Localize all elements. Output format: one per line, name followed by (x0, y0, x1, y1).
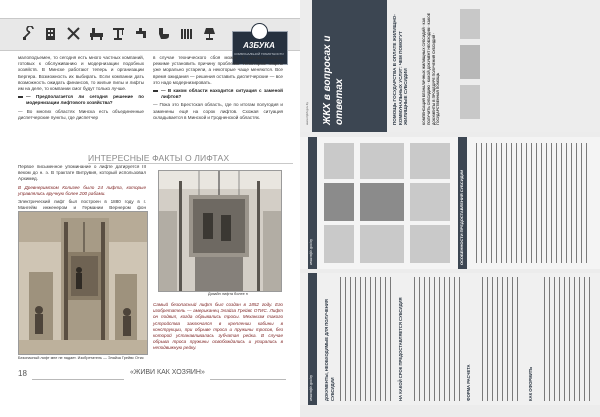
bath-icon (89, 26, 104, 41)
interview-question: — В каком области находится ситуация с заменой лифтов? (153, 88, 283, 100)
page-number: 18 (18, 369, 27, 378)
cover-title: ЖКХ в вопросах и ответах (322, 35, 345, 125)
cover-site: www.mjkh.gov.by (305, 102, 309, 125)
faucet-icon (134, 26, 149, 41)
coin-illustration-icon (460, 45, 480, 79)
facts-column-2 (153, 302, 283, 354)
features-title: ОСОБЕННОСТИ ПРЕДОСТАВЛЕНИЯ СУБСИДИИ (459, 169, 464, 265)
bottom-panel-site: www.mjkh.gov.by (309, 375, 313, 401)
cover-tags: КОМПЕНСАЦИЯ БЕЗНАЛИЧНЫХ ЖИЛИЩНЫХ СУБСИДИЙ · КАК ПОЛУЧИТЬ СУБСИДИЮ · КАКОЙ ДОКУМЕНТ НЕОБХОДИМ · КАКОЕ ДОКУМЕНТЫ В ПРОЦЕДУРЕ ПОЛУЧЕНИЯ СУБСИДИЙ · ГОСУДАРСТВЕННАЯ ПОМОЩЬ (422, 12, 441, 125)
interview-question: — Предполагается ли сегодня решение по модернизации лифтового хозяйства? (18, 94, 144, 106)
magazine-title: «ЖИВИ КАК ХОЗЯИН» (130, 369, 205, 376)
features-text-block (472, 143, 590, 263)
interview-answer: — Во многих областях Минска есть объединенные диспетчерские пункты, где диспетчер (18, 108, 144, 120)
flow-step-box (324, 225, 354, 263)
term-text-block (410, 277, 460, 401)
cover-subtitle: ПОМОЩЬ ГОСУДАРСТВА В ОПЛАТЕ ЖИЛИЩНО-КОММУНАЛЬНЫХ УСЛУГ: ЧЕМ ПОМОГУТ ЖИЛИЩНЫЕ СУБСИДИИ (392, 14, 409, 125)
elevator-shaft-photo (158, 170, 282, 292)
flow-step-box (410, 225, 450, 263)
crane-icon (111, 26, 126, 41)
how-text-block (540, 277, 592, 401)
lamp-icon (202, 26, 217, 41)
middle-panel-site: www.mjkh.gov.by (309, 239, 313, 265)
flow-step-box (360, 225, 404, 263)
radiator-icon (179, 26, 194, 41)
badge-subtitle: КОММУНАЛЬНОЙ ГРАМОТНОСТИ (234, 52, 284, 56)
fact-paragraph: Первое письменное упоминание о лифте датируется III веком до н. э. В трактате Витрувия, который использовал Архимед. (18, 164, 146, 182)
flow-step-box (360, 183, 404, 221)
who-text-block (336, 277, 392, 401)
footer-rule (32, 379, 124, 380)
photo-caption-left: Безопасный лифт мне не падает. Изобретатель — Элайза Грейвс Отис (18, 356, 144, 360)
flow-step-box (360, 143, 404, 179)
document-illustration-icon (460, 9, 480, 39)
flow-step-box (410, 143, 450, 179)
interview-answer: — Пока это Брестская область, где по итогам полугодия и заменены ещё на сорок лифтов. Схожая ситуация складывается в Минской и Гродненской областях. (153, 102, 283, 120)
form-title: ФОРМА РАСЧЕТА (466, 364, 471, 401)
article-column-2 (153, 55, 283, 123)
right-page (300, 0, 600, 417)
house-emblem-icon (251, 23, 268, 40)
footer-rule (210, 379, 286, 380)
elevator-engraving-photo (18, 211, 148, 355)
form-text-block (478, 277, 522, 401)
flow-step-box (324, 143, 354, 179)
fact-paragraph: Электрический лифт был построен в 1880 году в г. Мангейм инженером и Германии Вернером фон (18, 199, 146, 211)
term-title: НА КАКОЙ СРОК ПРЕДОСТАВЛЯЕТСЯ СУБСИДИЯ (398, 297, 403, 401)
article-column-1 (18, 55, 144, 123)
icon-strip (0, 18, 300, 56)
section-title: ИНТЕРЕСНЫЕ ФАКТЫ О ЛИФТАХ (88, 153, 230, 163)
flow-step-box (410, 183, 450, 221)
wrench-icon (21, 26, 36, 41)
family-illustration-icon (460, 85, 480, 119)
photo-caption-right: Дизайн лифта более п (208, 292, 248, 296)
badge-title: А3БУКА (243, 41, 275, 50)
building-icon (43, 26, 58, 41)
tools-icon (66, 26, 81, 41)
how-title: КАК ОФОРМИТЬ (528, 366, 533, 401)
flow-step-box (324, 183, 354, 221)
article-paragraph: в случае технического сбоя может в автоматическом режиме установить причину проблемы. Некоторые лифты уже морально устарели, а некоторые чаще меняются. Все время ожидания — решения оставить диспетчерские — все это надо модернизировать. (153, 55, 283, 85)
article-paragraph: малоподъемен, то сегодня есть много частных компаний, готовых к обслуживанию и модернизации подобных хозяйств. В Минске работают теперь и организации Бергера. Возможность их выбирать. Если компании дать возможность ожидать финансов, то жилые пилы и лифты им на деле, то компании смог будут только лучше. (18, 55, 144, 92)
rotated-leaflet (300, 0, 600, 417)
fact-paragraph: В Древнеримском Колизее было 24 лифта, которые управлялись вручную более 200 рабами. (18, 184, 146, 196)
toilet-icon (156, 26, 171, 41)
fact-paragraph: Самый безопасный лифт был создан в 1852 году. Его изобретатель — американец Элайза Грейвс ОТИС. Лифт он подвил, когда обрывались тросы. Механизм такого устройства заключался в креплении кабины в конструкции, при обрыве троса и пружины тросов, без которой устанавливалась зубчатая рейка. В случае обрыва троса пружины освобождались и упирались в неподвижную рейку. (153, 302, 283, 351)
who-title: ДОКУМЕНТЫ, НЕОБХОДИМЫЕ ДЛЯ ПОЛУЧЕНИЯ СУБСИДИИ (324, 299, 335, 401)
